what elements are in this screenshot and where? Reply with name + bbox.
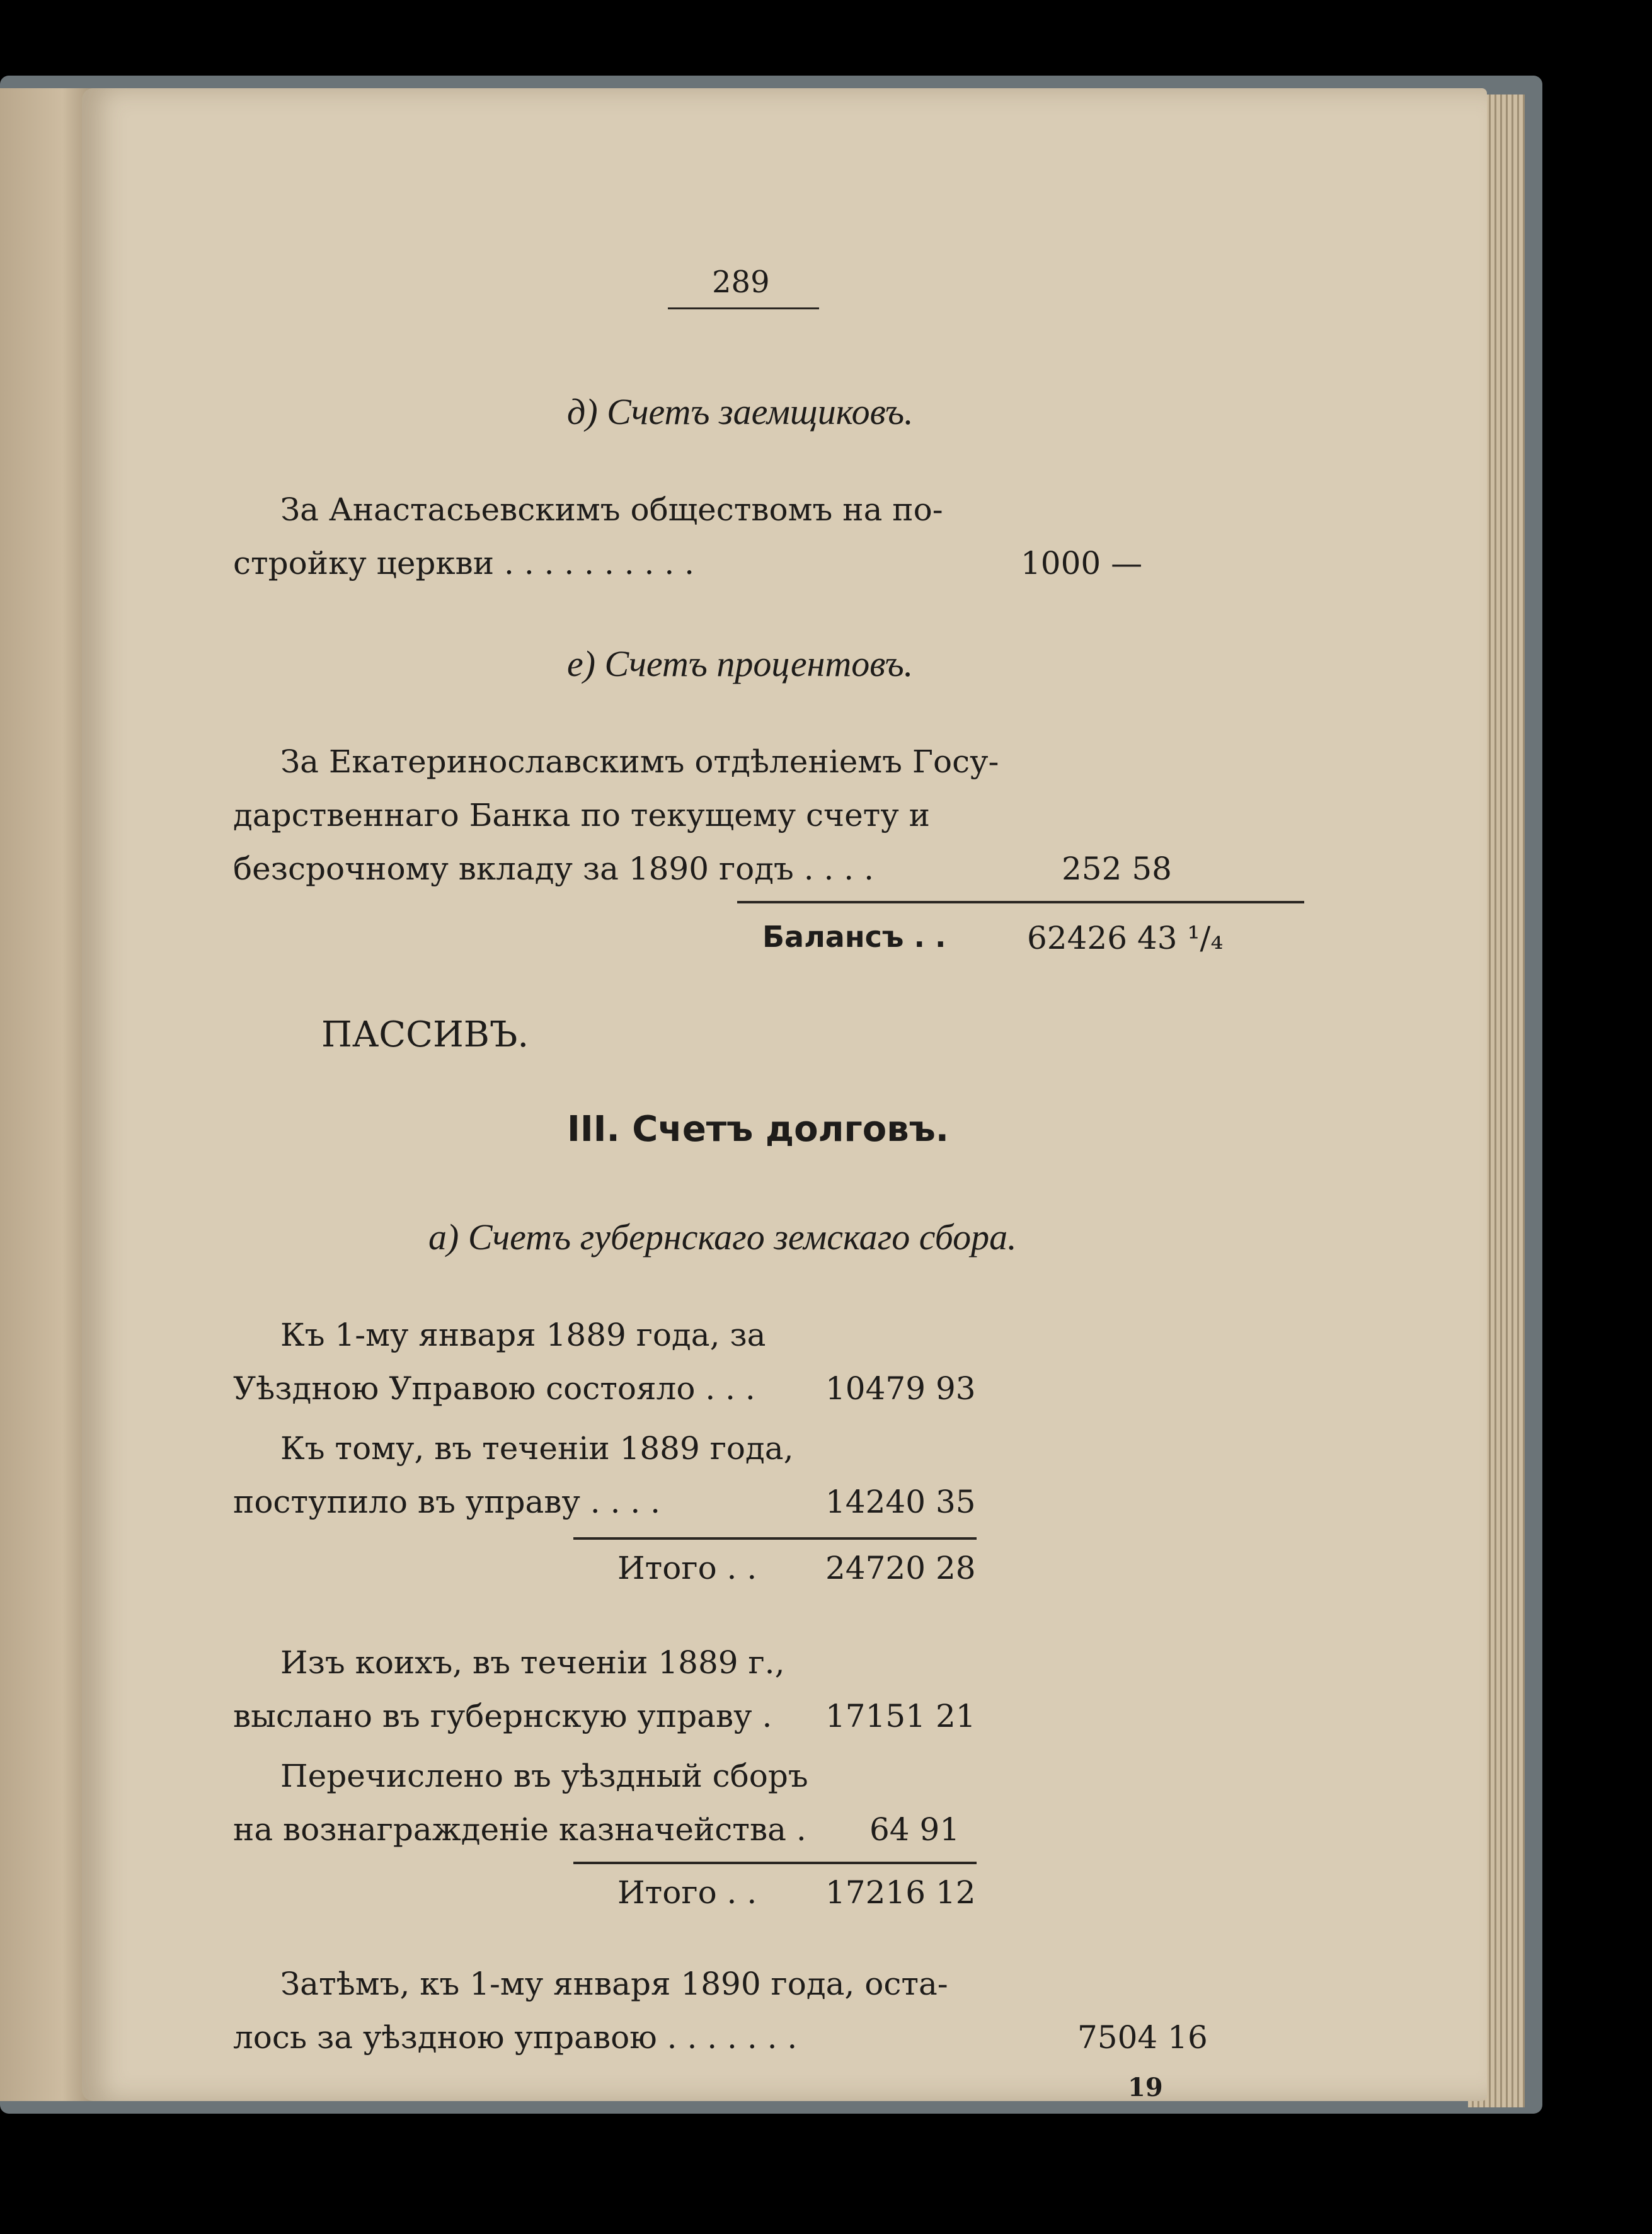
section-d-line-1: За Анастасьевскимъ обществомъ на по- — [280, 491, 943, 528]
section-e-amount: 252 58 — [1062, 851, 1172, 887]
balance-label: Балансъ . . — [762, 920, 946, 954]
subtotal-rule-1 — [573, 1537, 977, 1540]
ledger-total-2-amount: 17216 12 — [825, 1874, 976, 1911]
ledger-row-2-line-1: Къ тому, въ теченіи 1889 года, — [280, 1430, 794, 1467]
ledger-row-1-amount: 10479 93 — [825, 1370, 976, 1407]
final-line-2: лось за уѣздною управою . . . . . . . — [233, 2019, 798, 2056]
ledger-row-4-line-1: Перечислено въ уѣздный сборъ — [280, 1758, 808, 1794]
page — [82, 88, 1487, 2101]
section-iii-heading: III. Счетъ долговъ. — [567, 1109, 949, 1150]
ledger-row-1-line-1: Къ 1-му января 1889 года, за — [280, 1317, 766, 1353]
page-number-rule — [668, 307, 819, 309]
section-e-line-1: За Екатеринославскимъ отдѣленіемъ Госу- — [280, 743, 999, 780]
balance-rule — [737, 901, 1304, 903]
ledger-total-1-amount: 24720 28 — [825, 1550, 976, 1586]
section-d-line-2: стройку церкви . . . . . . . . . . — [233, 545, 695, 581]
page-number: 289 — [712, 265, 770, 300]
ledger-row-3-amount: 17151 21 — [825, 1698, 976, 1734]
ledger-total-2-label: Итого . . — [617, 1874, 757, 1911]
section-d-amount: 1000 — — [1021, 545, 1143, 581]
section-e-line-3: безсрочному вкладу за 1890 годъ . . . . — [233, 851, 874, 887]
section-e-title: е) Счетъ процентовъ. — [567, 643, 914, 684]
section-d-title: д) Счетъ заемщиковъ. — [567, 391, 914, 432]
balance-amount: 62426 43 ¹/₄ — [1027, 920, 1224, 956]
section-a-title: а) Счетъ губернскаго земскаго сбора. — [428, 1217, 1017, 1257]
signature-mark: 19 — [1128, 2073, 1163, 2102]
ledger-row-2-line-2: поступило въ управу . . . . — [233, 1484, 661, 1520]
ledger-row-4-line-2: на вознагражденіе казначейства . — [233, 1811, 806, 1848]
ledger-row-3-line-1: Изъ коихъ, въ теченіи 1889 г., — [280, 1644, 785, 1681]
subtotal-rule-2 — [573, 1862, 977, 1864]
ledger-row-1-line-2: Уѣздною Управою состояло . . . — [233, 1370, 755, 1407]
ledger-row-4-amount: 64 91 — [869, 1811, 960, 1848]
ledger-row-3-line-2: выслано въ губернскую управу . — [233, 1698, 772, 1734]
ledger-row-2-amount: 14240 35 — [825, 1484, 976, 1520]
final-line-1: Затѣмъ, къ 1-му января 1890 года, оста- — [280, 1966, 948, 2002]
final-amount: 7504 16 — [1077, 2019, 1208, 2056]
section-e-line-2: дарственнаго Банка по текущему счету и — [233, 797, 930, 833]
ledger-total-1-label: Итого . . — [617, 1550, 757, 1586]
passive-heading: ПАССИВЪ. — [321, 1014, 529, 1055]
